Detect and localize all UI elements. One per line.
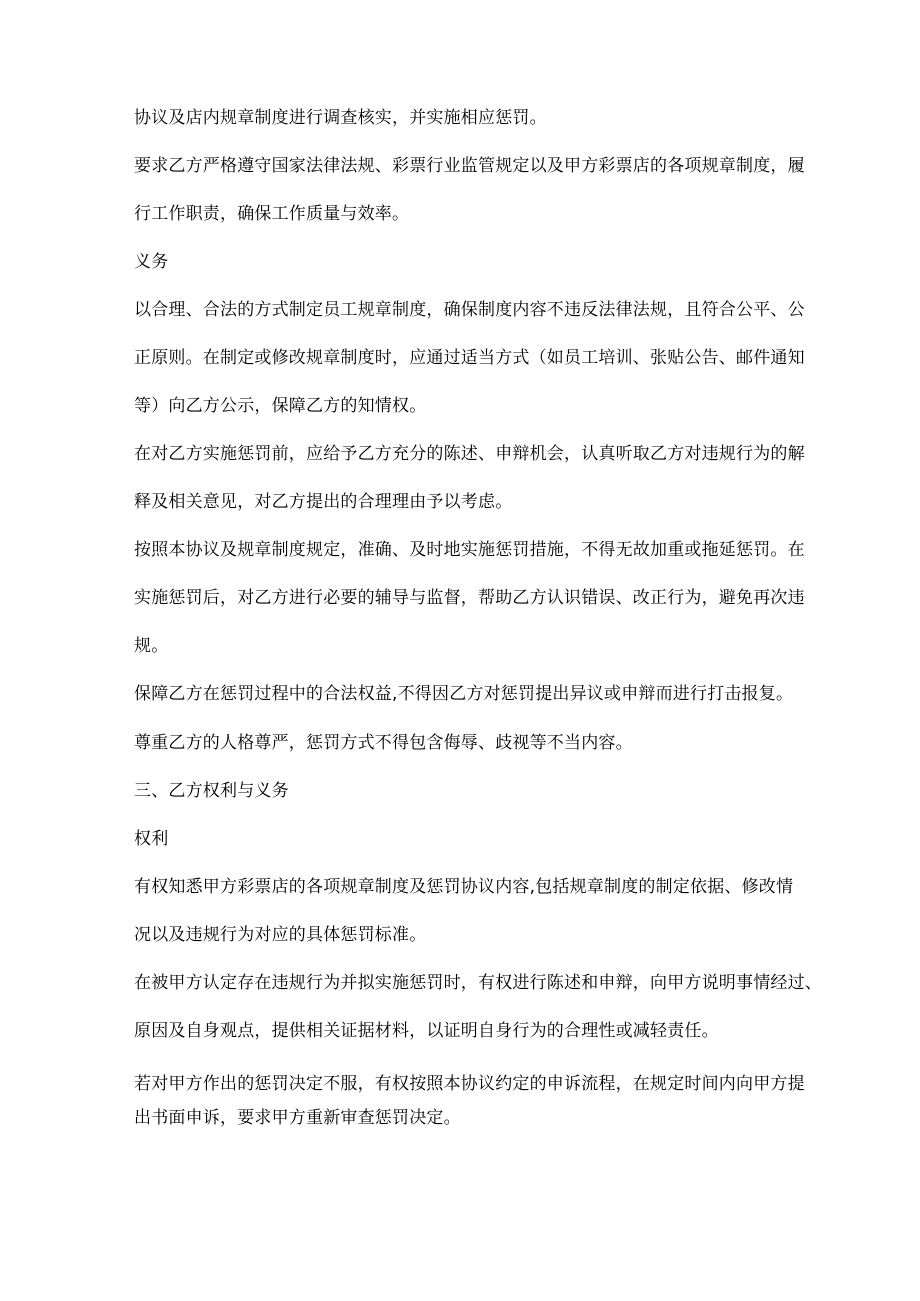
text-line: 行工作职责，确保工作质量与效率。 bbox=[134, 204, 410, 224]
text-line: 在对乙方实施惩罚前，应给予乙方充分的陈述、申辩机会，认真听取乙方对违规行为的解 bbox=[134, 444, 805, 464]
text-line: 正原则。在制定或修改规章制度时，应通过适当方式（如员工培训、张贴公告、邮件通知 bbox=[134, 348, 805, 368]
section-heading: 三、乙方权利与义务 bbox=[134, 781, 289, 801]
text-line: 出书面申诉，要求甲方重新审查惩罚决定。 bbox=[134, 1108, 461, 1128]
text-line: 有权知悉甲方彩票店的各项规章制度及惩罚协议内容,包括规章制度的制定依据、修改情 bbox=[134, 877, 794, 897]
text-line: 等）向乙方公示，保障乙方的知情权。 bbox=[134, 396, 427, 416]
text-line: 释及相关意见，对乙方提出的合理理由予以考虑。 bbox=[134, 492, 513, 512]
section-subheading: 权利 bbox=[134, 829, 169, 849]
text-line: 以合理、合法的方式制定员工规章制度，确保制度内容不违反法律法规，且符合公平、公 bbox=[134, 300, 805, 320]
text-line: 若对甲方作出的惩罚决定不服，有权按照本协议约定的申诉流程，在规定时间内向甲方提 bbox=[134, 1074, 805, 1094]
text-line: 要求乙方严格遵守国家法律法规、彩票行业监管规定以及甲方彩票店的各项规章制度，履 bbox=[134, 156, 805, 176]
text-line: 尊重乙方的人格尊严，惩罚方式不得包含侮辱、歧视等不当内容。 bbox=[134, 733, 633, 753]
text-line: 规。 bbox=[134, 636, 169, 656]
text-line: 协议及店内规章制度进行调查核实，并实施相应惩罚。 bbox=[134, 108, 547, 128]
text-line: 按照本协议及规章制度规定，准确、及时地实施惩罚措施，不得无故加重或拖延惩罚。在 bbox=[134, 540, 805, 560]
text-line: 在被甲方认定存在违规行为并拟实施惩罚时，有权进行陈述和申辩，向甲方说明事情经过、 bbox=[134, 973, 822, 993]
text-line: 实施惩罚后，对乙方进行必要的辅导与监督，帮助乙方认识错误、改正行为，避免再次违 bbox=[134, 588, 805, 608]
section-subheading: 义务 bbox=[134, 252, 169, 272]
text-line: 况以及违规行为对应的具体惩罚标准。 bbox=[134, 925, 427, 945]
text-line: 原因及自身观点，提供相关证据材料，以证明自身行为的合理性或减轻责任。 bbox=[134, 1021, 719, 1041]
text-line: 保障乙方在惩罚过程中的合法权益,不得因乙方对惩罚提出异议或申辩而进行打击报复。 bbox=[134, 684, 794, 704]
